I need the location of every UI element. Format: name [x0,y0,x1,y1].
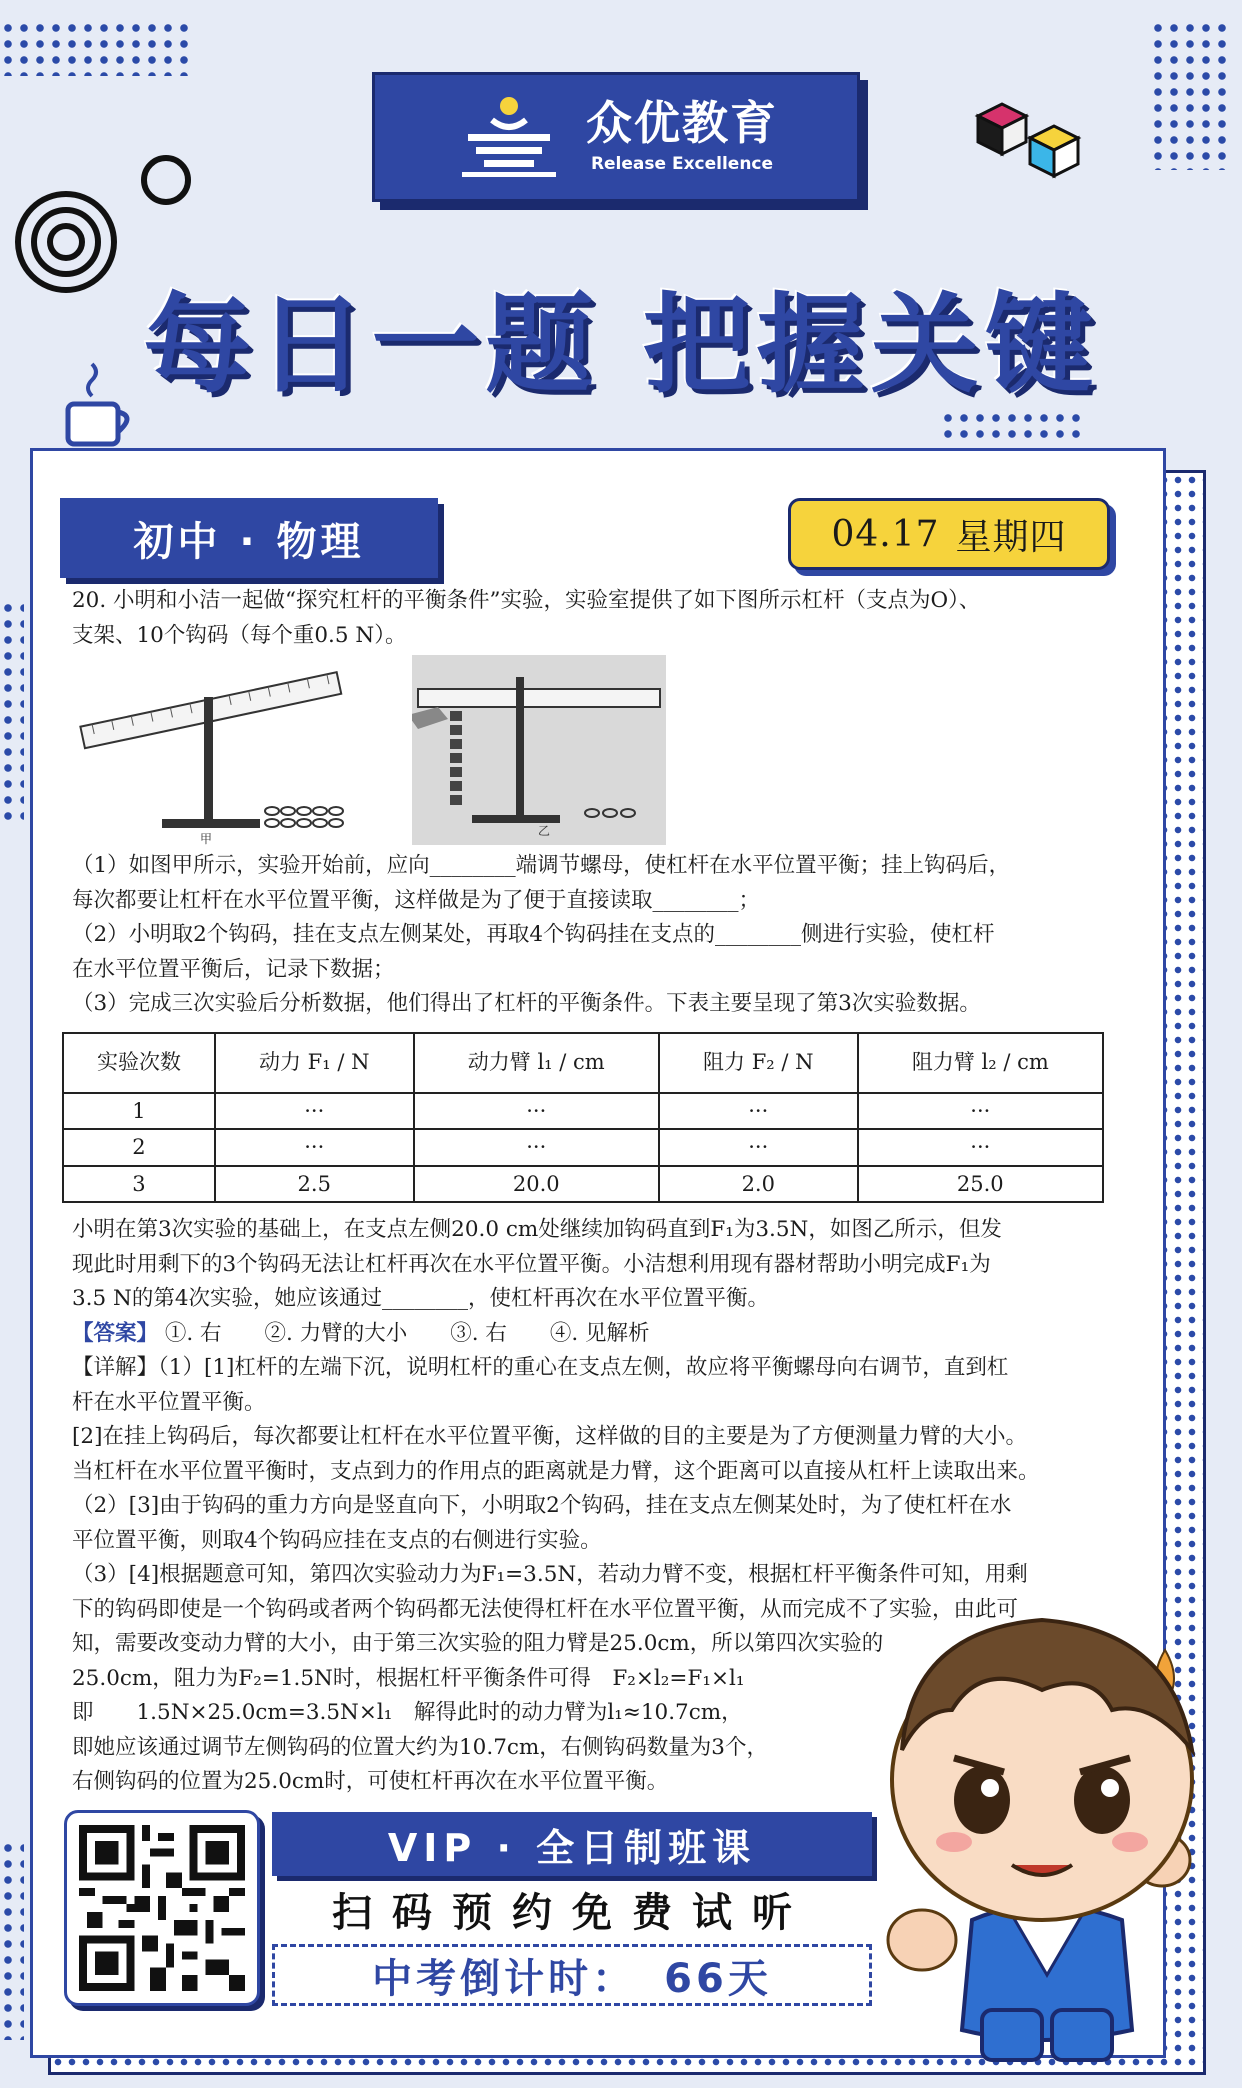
decor-dots-left-bottom [0,1840,24,2040]
table-row [63,1166,1103,1203]
decor-dots-right-mid [940,410,1080,440]
table-cell: ··· [215,1093,414,1130]
subject-tag: 初中 · 物理 [60,498,438,578]
question-1-line-2: 每次都要让杠杆在水平位置平衡，这样做是为了便于直接读取________； [72,887,761,913]
table-row [63,1093,1103,1130]
question-3-line-1: （3）完成三次实验后分析数据，他们得出了杠杆的平衡条件。下表主要呈现了第3次实验数据。 [72,991,981,1016]
explanation-line: 下的钩码即使是一个钩码或者两个钩码都无法使得杠杆在水平位置平衡，从而完成不了实验，由此可 [72,1596,1019,1622]
table-cell: ··· [414,1129,659,1166]
decor-dots-top-right [1150,20,1230,170]
table-cell: 25.0 [858,1166,1103,1203]
countdown-label: 中考倒计时： [372,1955,637,2002]
brand-name-en: Release Excellence [590,154,774,174]
table-header-row [63,1033,1103,1093]
date-tag [788,498,1110,570]
explanation-text: （1）[1]杠杆的左端下沉，说明杠杆的重心在支点左侧，故应将平衡螺母向右调节，直到杠 [158,1355,1009,1380]
question-4-line-1: 小明在第3次实验的基础上，在支点左侧20.0 cm处继续加钩码直到F₁为3.5N，如图乙所示，但发 [72,1217,1002,1242]
figure-label-yi: 乙 [538,824,551,838]
table-header: 实验次数 [63,1033,215,1093]
table-cell: ··· [659,1129,858,1166]
mascot-boy-icon [862,1580,1222,2080]
question-4-line-2: 现此时用剩下的3个钩码无法让杠杆再次在水平位置平衡。小洁想利用现有器材帮助小明完成F₁为 [72,1251,991,1277]
table-row [63,1129,1103,1166]
answer-tag: 【答案】 [72,1320,159,1346]
vip-banner: VIP · 全日制班课 [272,1812,872,1876]
question-4-line-3: 3.5 N的第4次实验，她应该通过________，使杠杆再次在水平位置平衡。 [72,1286,770,1311]
explanation-tag: 【详解】 [72,1355,159,1380]
explanation-line: 右侧钩码的位置为25.0cm时，可使杠杆再次在水平位置平衡。 [72,1769,669,1794]
table-header: 阻力 F₂ / N [659,1033,858,1093]
table-cell: 20.0 [414,1166,659,1203]
explanation-line [72,1351,1092,1386]
table-cell: 1 [63,1093,215,1130]
answer-items: ①. 右 ②. 力臂的大小 ③. 右 ④. 见解析 [164,1320,650,1346]
decor-dots-top-left [0,20,190,76]
table-header: 阻力臂 l₂ / cm [858,1033,1103,1093]
table-cell: 2.0 [659,1166,858,1203]
question-1-line-1: （1）如图甲所示，实验开始前，应向________端调节螺母，使杠杆在水平位置平衡；挂上钩码后， [72,853,1011,878]
qr-code-icon [79,1825,245,1991]
lever-figure-yi [412,655,666,845]
table-header: 动力 F₁ / N [215,1033,414,1093]
scan-to-book: 扫码预约免费试听 [332,1889,812,1936]
slogan-title: 每日一题 把握关键 [143,283,1099,408]
question-2-line-2: 在水平位置平衡后，记录下数据； [72,956,395,982]
question-intro-2: 支架、10个钩码（每个重0.5 N）。 [72,622,407,648]
table-header: 动力臂 l₁ / cm [414,1033,659,1093]
explanation-line: 25.0cm，阻力为F₂=1.5N时，根据杠杆平衡条件可得 F₂×l₂=F₁×l₁ [72,1665,745,1691]
experiment-table [62,1032,1104,1204]
countdown-value: 66天 [664,1955,772,2002]
table-cell: ··· [414,1093,659,1130]
date-day: 04.17 [831,513,940,555]
brand-name-cn: 众优教育 [586,96,778,150]
table-cell: ··· [215,1129,414,1166]
question-2-line-1: （2）小明取2个钩码，挂在支点左侧某处，再取4个钩码挂在支点的________侧进行实验，使杠杆 [72,922,995,947]
decor-dots-left-edge [0,600,24,820]
brand-logo [372,72,860,202]
logo-mark-icon [454,92,564,182]
figures [72,661,1092,847]
table-cell: ··· [858,1093,1103,1130]
explanation-line: 杆在水平位置平衡。 [72,1389,266,1415]
explanation-line: （3）[4]根据题意可知，第四次实验动力为F₁=3.5N，若动力臂不变，根据杠杆平衡条件可知，用剩 [72,1562,1028,1587]
explanation-line: 当杠杆在水平位置平衡时，支点到力的作用点的距离就是力臂，这个距离可以直接从杠杆上读取出来。 [72,1458,1040,1484]
answer-line [72,1317,1092,1352]
table-cell: ··· [659,1093,858,1130]
table-cell: 2.5 [215,1166,414,1203]
explanation-line: 平位置平衡，则取4个钩码应挂在支点的右侧进行实验。 [72,1527,602,1553]
lever-figure-jia [72,661,352,847]
explanation-line: 知，需要改变动力臂的大小，由于第三次实验的阻力臂是25.0cm，所以第四次实验的 [72,1631,884,1656]
explanation-line: [2]在挂上钩码后，每次都要让杠杆在水平位置平衡，这样做的目的主要是为了方便测量力臂的大小。 [72,1424,1027,1449]
figure-label-jia: 甲 [200,832,213,846]
exam-countdown [272,1944,872,2006]
date-weekday: 星期四 [955,516,1067,558]
table-cell: 2 [63,1129,215,1166]
question-intro-1: 20. 小明和小洁一起做“探究杠杆的平衡条件”实验，实验室提供了如下图所示杠杆（支点为O）、 [72,588,981,613]
table-cell: 3 [63,1166,215,1203]
explanation-line: 即她应该通过调节左侧钩码的位置大约为10.7cm，右侧钩码数量为3个， [72,1734,768,1760]
qr-code[interactable] [64,1810,260,2006]
explanation-line: 即 1.5N×25.0cm=3.5N×l₁ 解得此时的动力臂为l₁≈10.7cm， [72,1700,743,1725]
explanation-line: （2）[3]由于钩码的重力方向是竖直向下，小明取2个钩码，挂在支点左侧某处时，为了使杠杆在水 [72,1493,1012,1518]
cubes-icon [968,96,1088,196]
table-cell: ··· [858,1129,1103,1166]
